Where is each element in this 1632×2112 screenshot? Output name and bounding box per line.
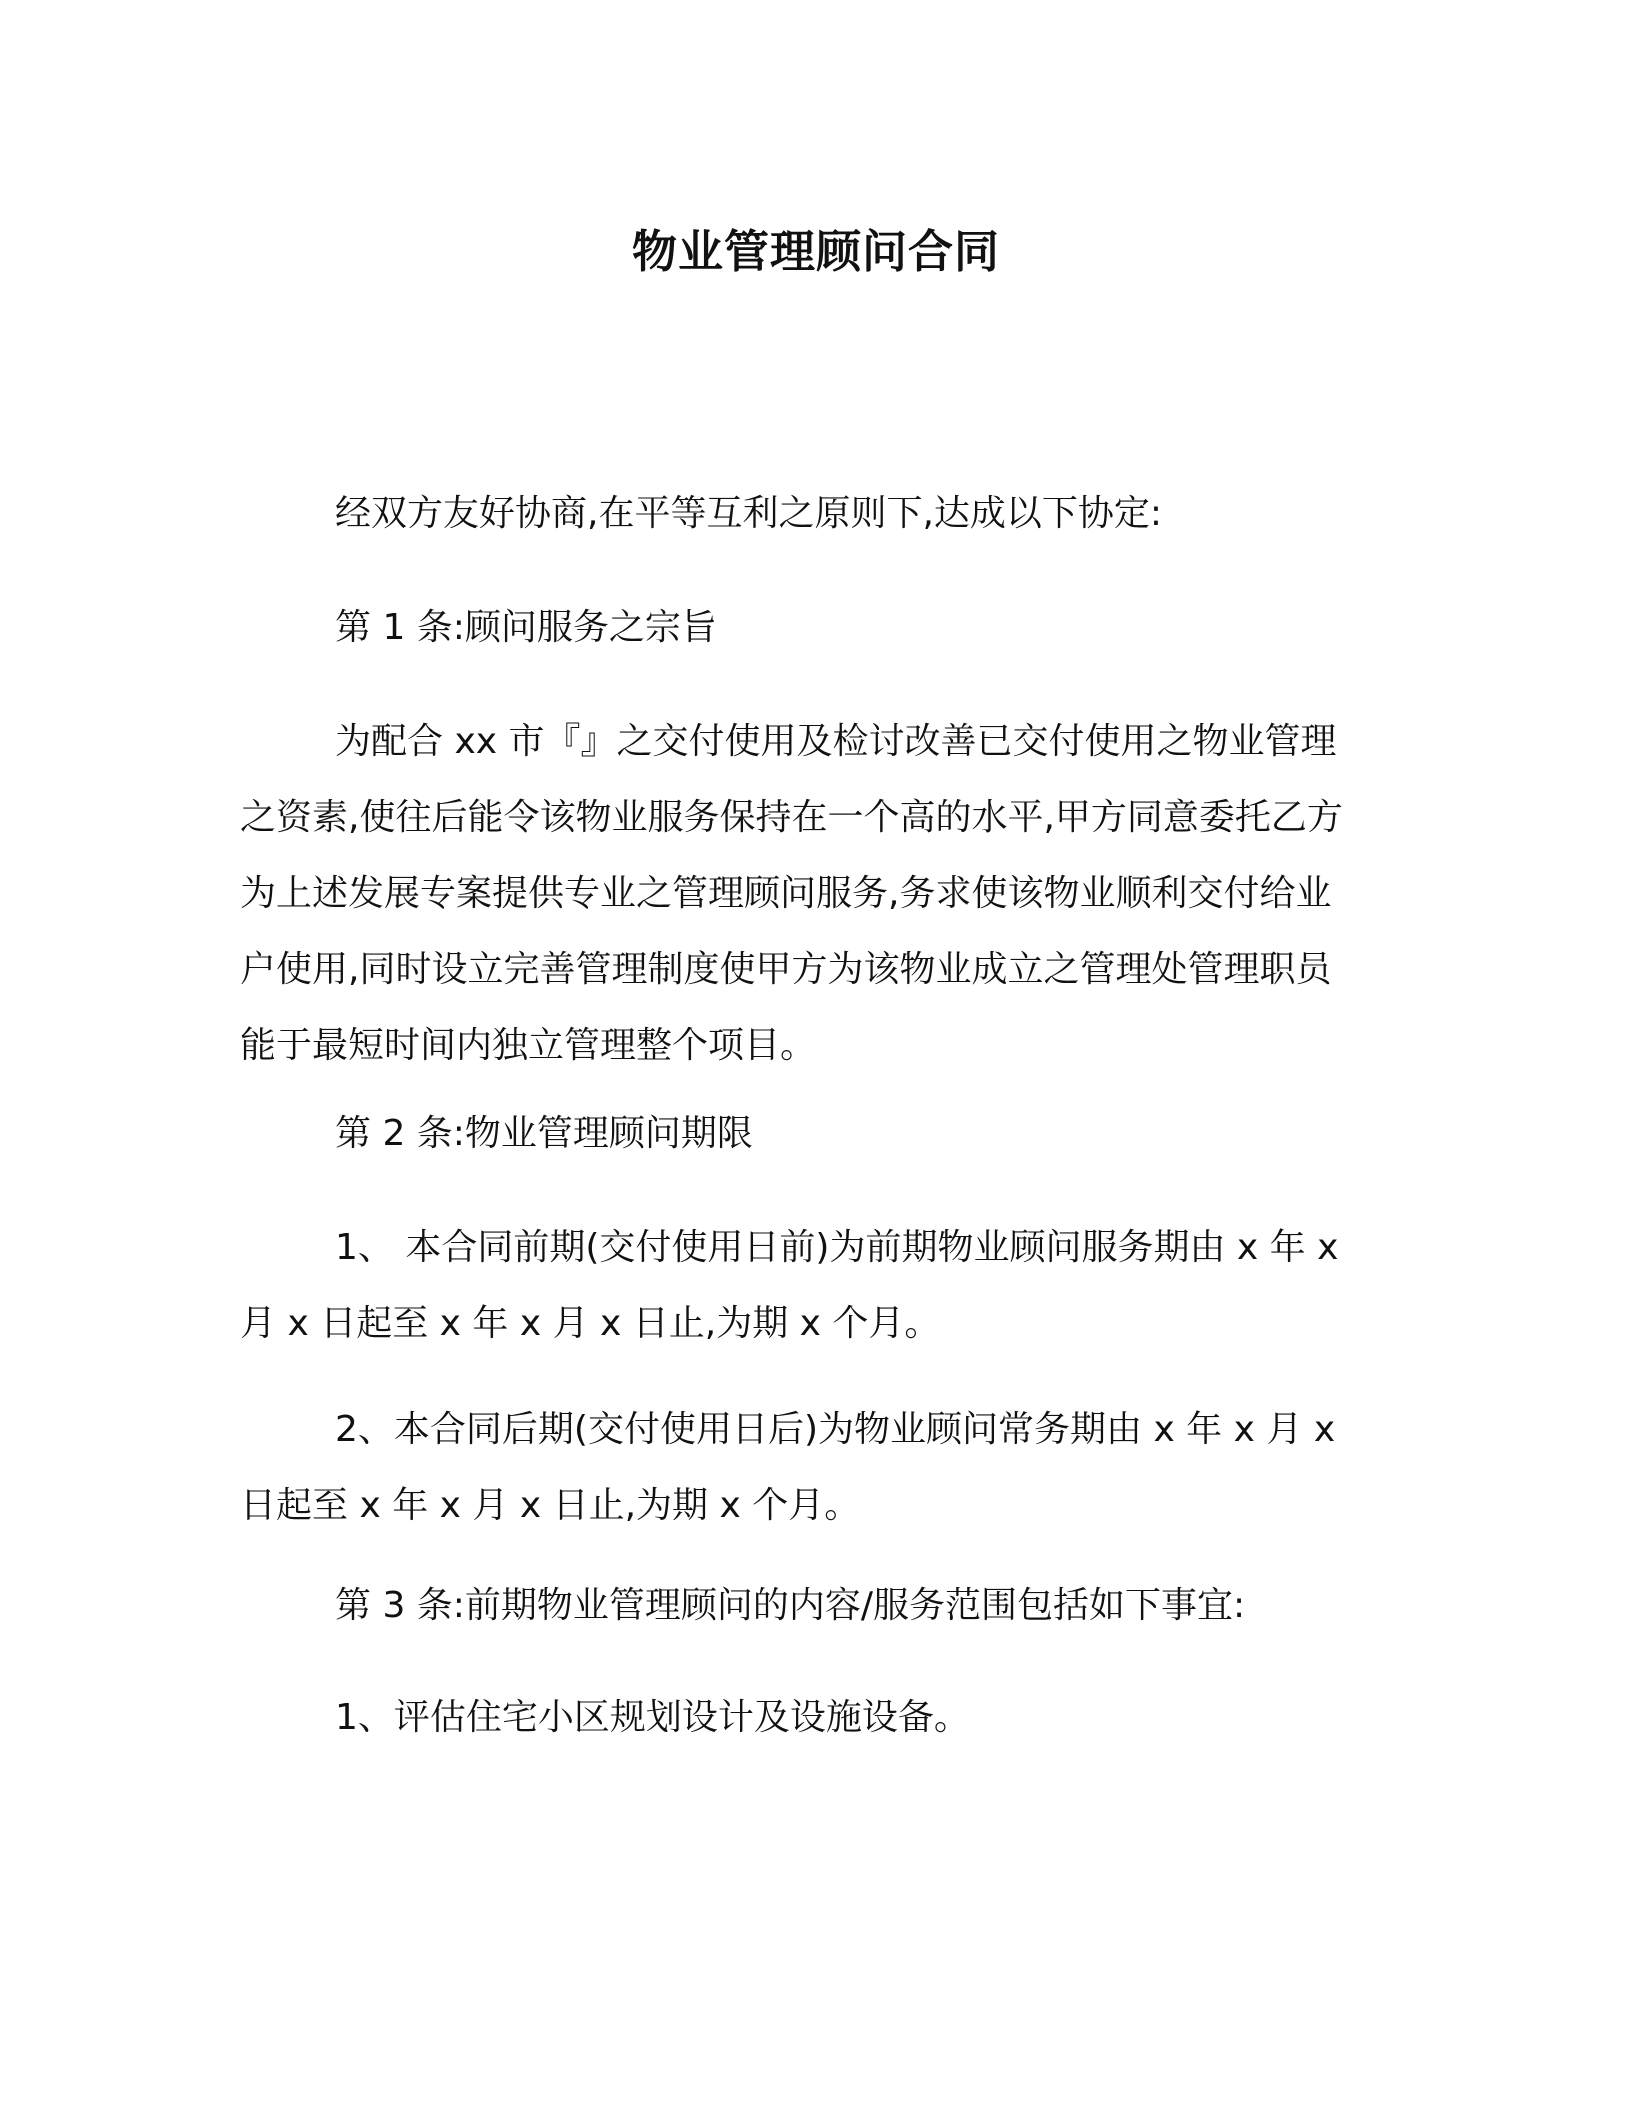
article-2-item-1-line: 月 x 日起至 x 年 x 月 x 日止,为期 x 个月。 xyxy=(240,1303,941,1344)
article-2-item-2 xyxy=(240,1392,1380,1544)
article-1-body-line: 为配合 xx 市『』之交付使用及检讨改善已交付使用之物业管理 xyxy=(335,721,1337,762)
article-2-item-2-line: 日起至 x 年 x 月 x 日止,为期 x 个月。 xyxy=(240,1485,861,1526)
article-1-body-line: 户使用,同时设立完善管理制度使甲方为该物业成立之管理处管理职员 xyxy=(240,949,1332,990)
document-title: 物业管理顾问合同 xyxy=(631,225,1000,278)
intro-text: 经双方友好协商,在平等互利之原则下,达成以下协定: xyxy=(335,493,1163,534)
article-1-heading: 第 1 条:顾问服务之宗旨 xyxy=(335,607,717,648)
article-3-heading-block xyxy=(240,1568,1380,1644)
article-1-body-line: 为上述发展专案提供专业之管理顾问服务,务求使该物业顺利交付给业 xyxy=(240,873,1332,914)
article-1-body-line: 能于最短时间内独立管理整个项目。 xyxy=(240,1025,817,1066)
article-3-heading: 第 3 条:前期物业管理顾问的内容/服务范围包括如下事宜: xyxy=(335,1585,1246,1626)
article-2-item-2-line: 2、本合同后期(交付使用日后)为物业顾问常务期由 x 年 x 月 x xyxy=(335,1409,1336,1450)
article-2-item-1 xyxy=(240,1210,1380,1362)
article-3-item-1-text: 1、评估住宅小区规划设计及设施设备。 xyxy=(335,1697,970,1738)
article-2-heading-block xyxy=(240,1096,1380,1172)
article-1-body xyxy=(240,704,1380,1084)
intro-paragraph xyxy=(240,476,1380,552)
article-2-heading: 第 2 条:物业管理顾问期限 xyxy=(335,1113,753,1154)
article-1-body-line: 之资素,使往后能令该物业服务保持在一个高的水平,甲方同意委托乙方 xyxy=(240,797,1343,838)
article-1-heading-block xyxy=(240,590,1380,666)
article-3-item-1 xyxy=(240,1680,1380,1756)
article-2-item-1-line: 1、 本合同前期(交付使用日前)为前期物业顾问服务期由 x 年 x xyxy=(335,1227,1339,1268)
